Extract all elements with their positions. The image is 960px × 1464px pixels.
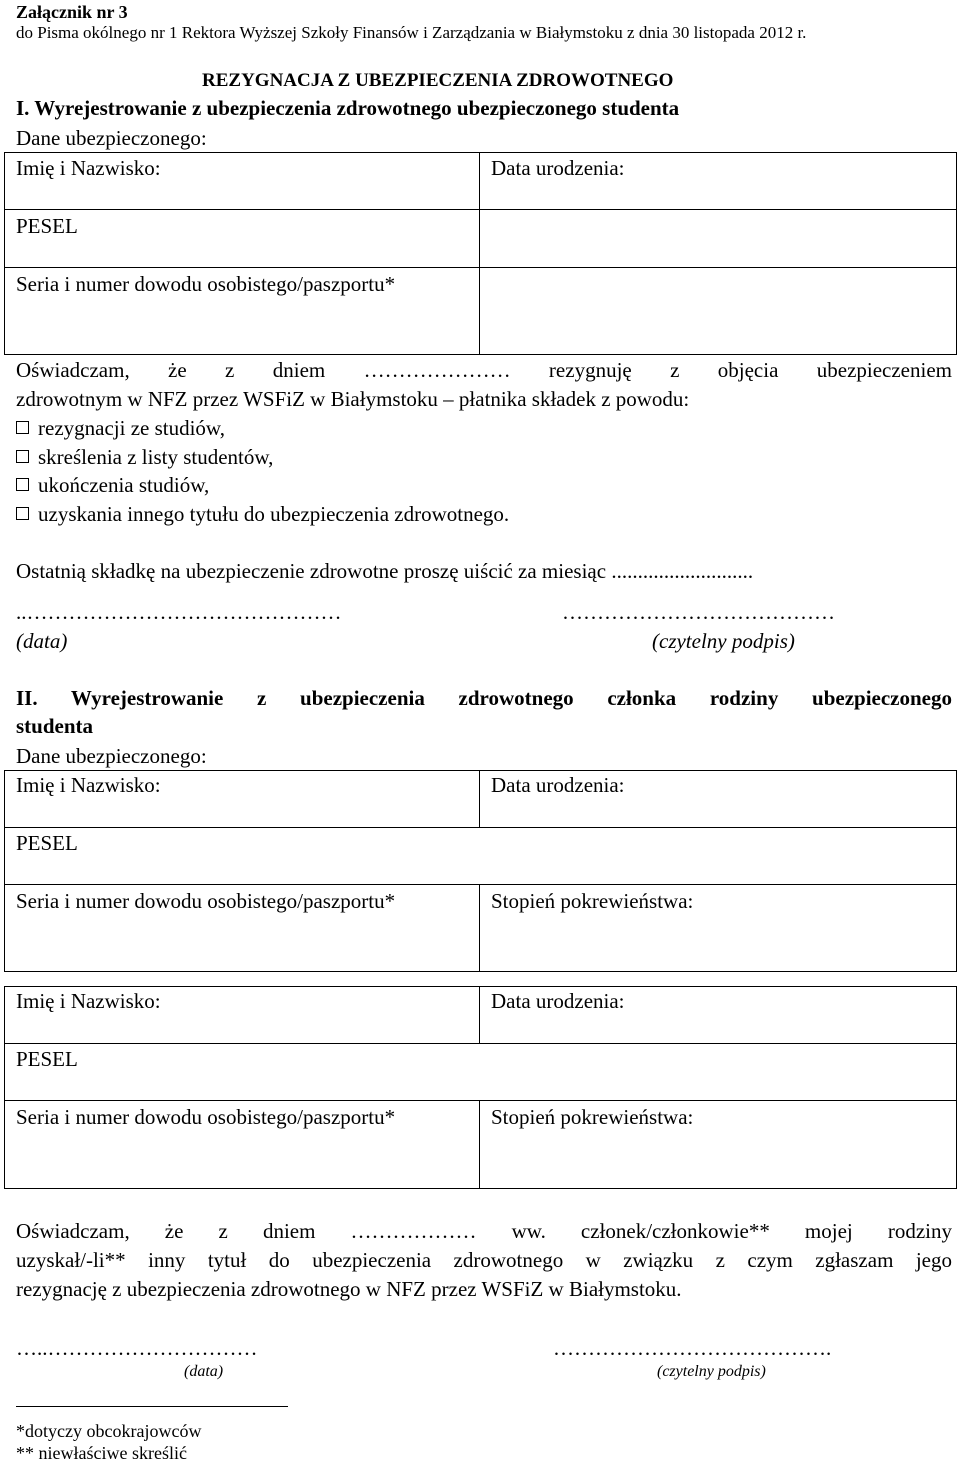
member1-pesel-field[interactable]: [4, 827, 957, 885]
checkbox-icon[interactable]: [16, 421, 29, 434]
id-number-label: Seria i numer dowodu osobistego/paszportu*: [16, 272, 396, 296]
reason-checkbox-3[interactable]: ukończenia studiów,: [16, 473, 209, 498]
member2-id-number-label: Seria i numer dowodu osobistego/paszportu*: [16, 1105, 396, 1129]
member2-kinship-label: Stopień pokrewieństwa:: [491, 1105, 694, 1129]
pesel-value-field[interactable]: [479, 209, 957, 268]
checkbox-icon[interactable]: [16, 450, 29, 463]
section2-statement-line3: rezygnację z ubezpieczenia zdrowotnego w NFZ przez WSFiZ w Białymstoku.: [16, 1277, 682, 1301]
attachment-subtitle: do Pisma okólnego nr 1 Rektora Wyższej Szkoły Finansów i Zarządzania w Białymstoku z dnia 30 listopada 2012 r.: [16, 23, 807, 42]
member2-name-label: Imię i Nazwisko:: [16, 989, 161, 1013]
id-extra-field[interactable]: [479, 267, 957, 355]
date-caption: (data): [16, 629, 68, 653]
signature-caption: (czytelny podpis): [652, 629, 795, 653]
member2-pesel-label: PESEL: [16, 1047, 78, 1071]
attachment-title: Załącznik nr 3: [16, 2, 128, 22]
member1-pesel-label: PESEL: [16, 831, 78, 855]
section2-statement-line1: Oświadczam, że z dniem ……………… ww. członek/członkowie** mojej rodziny: [16, 1219, 952, 1243]
section1-statement-line2: zdrowotnym w NFZ przez WSFiZ w Białymstoku – płatnika składek z powodu:: [16, 387, 690, 411]
section2-dane-label: Dane ubezpieczonego:: [16, 744, 207, 768]
member1-id-number-label: Seria i numer dowodu osobistego/paszportu*: [16, 889, 396, 913]
section1-statement-line1: Oświadczam, że z dniem ………………… rezygnuję z objęcia ubezpieczeniem: [16, 358, 952, 382]
member1-name-label: Imię i Nazwisko:: [16, 773, 161, 797]
footnote-1: *dotyczy obcokrajowców: [16, 1421, 202, 1441]
reason-checkbox-1[interactable]: rezygnacji ze studiów,: [16, 416, 225, 441]
footnote-divider: [16, 1406, 288, 1407]
footnote-2: ** niewłaściwe skreślić: [16, 1443, 187, 1463]
checkbox-icon[interactable]: [16, 478, 29, 491]
section2-heading-line1: II. Wyrejestrowanie z ubezpieczenia zdrowotnego członka rodziny ubezpieczonego: [16, 686, 952, 710]
pesel-label: PESEL: [16, 214, 78, 238]
last-payment-line: Ostatnią składkę na ubezpieczenie zdrowotne proszę uiścić za miesiąc ...........................: [16, 559, 754, 583]
member1-birth-date-label: Data urodzenia:: [491, 773, 625, 797]
member2-birth-date-label: Data urodzenia:: [491, 989, 625, 1013]
birth-date-label: Data urodzenia:: [491, 156, 625, 180]
member2-pesel-field[interactable]: [4, 1043, 957, 1101]
section1-heading: I. Wyrejestrowanie z ubezpieczenia zdrowotnego ubezpieczonego studenta: [16, 96, 680, 120]
signature-caption-2: (czytelny podpis): [657, 1363, 766, 1380]
reason-checkbox-4[interactable]: uzyskania innego tytułu do ubezpieczenia zdrowotnego.: [16, 502, 509, 527]
section2-statement-line2: uzyskał/-li** inny tytuł do ubezpieczenia zdrowotnego w związku z czym zgłaszam jego: [16, 1248, 952, 1272]
date-caption-2: (data): [184, 1363, 224, 1380]
date-dots-2[interactable]: …..…………………………: [16, 1336, 258, 1360]
signature-dots[interactable]: …………………………………: [562, 600, 835, 624]
reason-checkbox-2[interactable]: skreślenia z listy studentów,: [16, 445, 273, 470]
member1-kinship-label: Stopień pokrewieństwa:: [491, 889, 694, 913]
section2-heading-line2: studenta: [16, 714, 94, 738]
document-title: REZYGNACJA Z UBEZPIECZENIA ZDROWOTNEGO: [202, 70, 674, 91]
section1-dane-label: Dane ubezpieczonego:: [16, 126, 207, 150]
checkbox-icon[interactable]: [16, 507, 29, 520]
signature-dots-2[interactable]: ………………………………….: [553, 1336, 832, 1360]
date-dots[interactable]: ..………………………………………: [16, 600, 342, 624]
name-label: Imię i Nazwisko:: [16, 156, 161, 180]
